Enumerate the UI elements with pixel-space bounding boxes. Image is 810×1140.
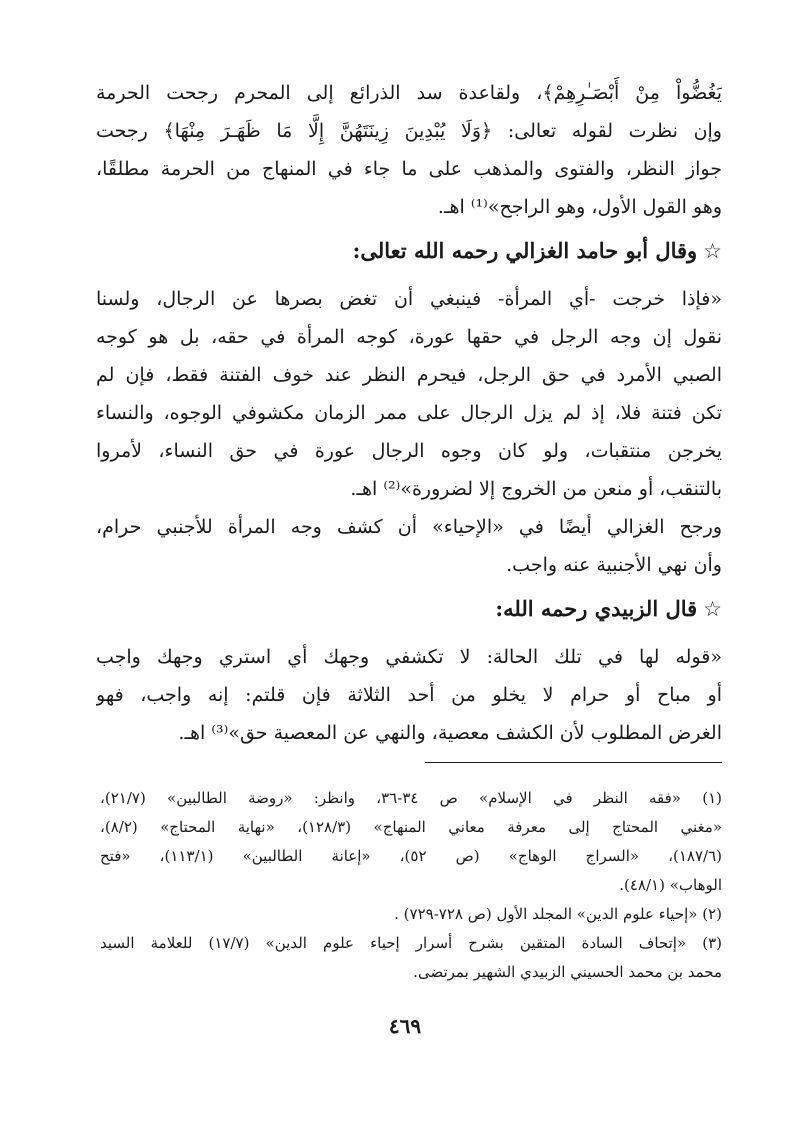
text-line: وإن نظرت لقوله تعالى: ﴿وَلَا يُبْدِينَ زِينَتَهُنَّ إِلَّا مَا ظَهَـرَ مِنْهَا﴾ رجحت: [96, 120, 722, 142]
text-line: «فإذا خرجت -أي المرأة- فينبغي أن تغض بصرها عن الرجال، ولسنا: [96, 288, 722, 310]
heading-text: قال الزبيدي رحمه الله:: [495, 596, 698, 621]
footnote-line: (١٨٧/٦)، «السراج الوهاج» (ص ٥٢)، «إعانة الطالبين» (١١٣/١)، «فتح: [100, 847, 722, 865]
text-line: الصبي الأمرد في حق الرجل، فيحرم النظر عند خوف الفتنة فقط، فإن لم: [96, 364, 722, 386]
footnote-line: (٣) «إتحاف السادة المتقين بشرح أسرار إحياء علوم الدين» (١٧/٧) للعلامة السيد: [100, 934, 722, 952]
footnotes: [100, 784, 722, 987]
star-icon: ☆: [703, 239, 722, 263]
section-heading: [96, 232, 722, 270]
section-heading: [96, 590, 722, 628]
footnote-line: (١) «فقه النظر في الإسلام» ص ٣٤-٣٦، وانظر: «روضة الطالبين» (٢١/٧)،: [100, 789, 722, 807]
text-line: ورجح الغزالي أيضًا في «الإحياء» أن كشف وجه المرأة للأجنبي حرام،: [96, 516, 722, 538]
page-number: ٤٦٩: [388, 1014, 422, 1038]
text-line: يخرجن منتقبات، ولو كان وجوه الرجال عورة في حق النساء، لأمروا: [96, 440, 722, 462]
text-line: الغرض المطلوب لأن الكشف معصية، والنهي عن المعصية حق»⁽³⁾ اهـ.: [178, 722, 722, 744]
text-line: نقول إن وجه الرجل في حقها عورة، كوجه المرأة في حقه، بل هو كوجه: [96, 326, 722, 348]
text-line: أو مباح أو حرام لا يخلو من أحد الثلاثة فإن قلتم: إنه واجب، فهو: [96, 684, 722, 706]
text-line: تكن فتنة فلا، إذ لم يزل الرجال على ممر الزمان مكشوفي الوجوه، والنساء: [96, 402, 722, 424]
text-line: وهو القول الأول، وهو الراجح»⁽¹⁾ اهـ.: [437, 196, 722, 218]
footnote-line: الوهاب» (٤٨/١).: [619, 876, 722, 894]
heading-text: وقال أبو حامد الغزالي رحمه الله تعالى:: [352, 238, 698, 263]
text-line: «قوله لها في تلك الحالة: لا تكشفي وجهك أي استري وجهك واجب: [96, 646, 722, 668]
text-line: وأن نهي الأجنبية عنه واجب.: [506, 554, 722, 576]
star-icon: ☆: [703, 597, 722, 621]
text-line: يَغُضُّواْ مِنْ أَبْصَـٰرِهِمْ﴾، ولقاعدة سد الذرائع إلى المحرم رجحت الحرمة: [96, 82, 722, 104]
footnote-line: (٢) «إحياء علوم الدين» المجلد الأول (ص ٧٢٨-٧٢٩) .: [394, 905, 722, 923]
footnote-line: محمد بن محمد الحسيني الزبيدي الشهير بمرتضى.: [413, 963, 722, 981]
text-line: جواز النظر، والفتوى والمذهب على ما جاء في المنهاج من الحرمة مطلقًا،: [96, 158, 722, 180]
footnote-divider: [425, 762, 722, 763]
main-text: [96, 74, 722, 752]
footnote-line: «مغني المحتاج إلى معرفة معاني المنهاج» (١٢٨/٣)، «نهاية المحتاج» (٨/٢)،: [100, 818, 722, 836]
text-line: بالتنقب، أو منعن من الخروج إلا لضرورة»⁽²⁾ اهـ.: [350, 478, 722, 500]
